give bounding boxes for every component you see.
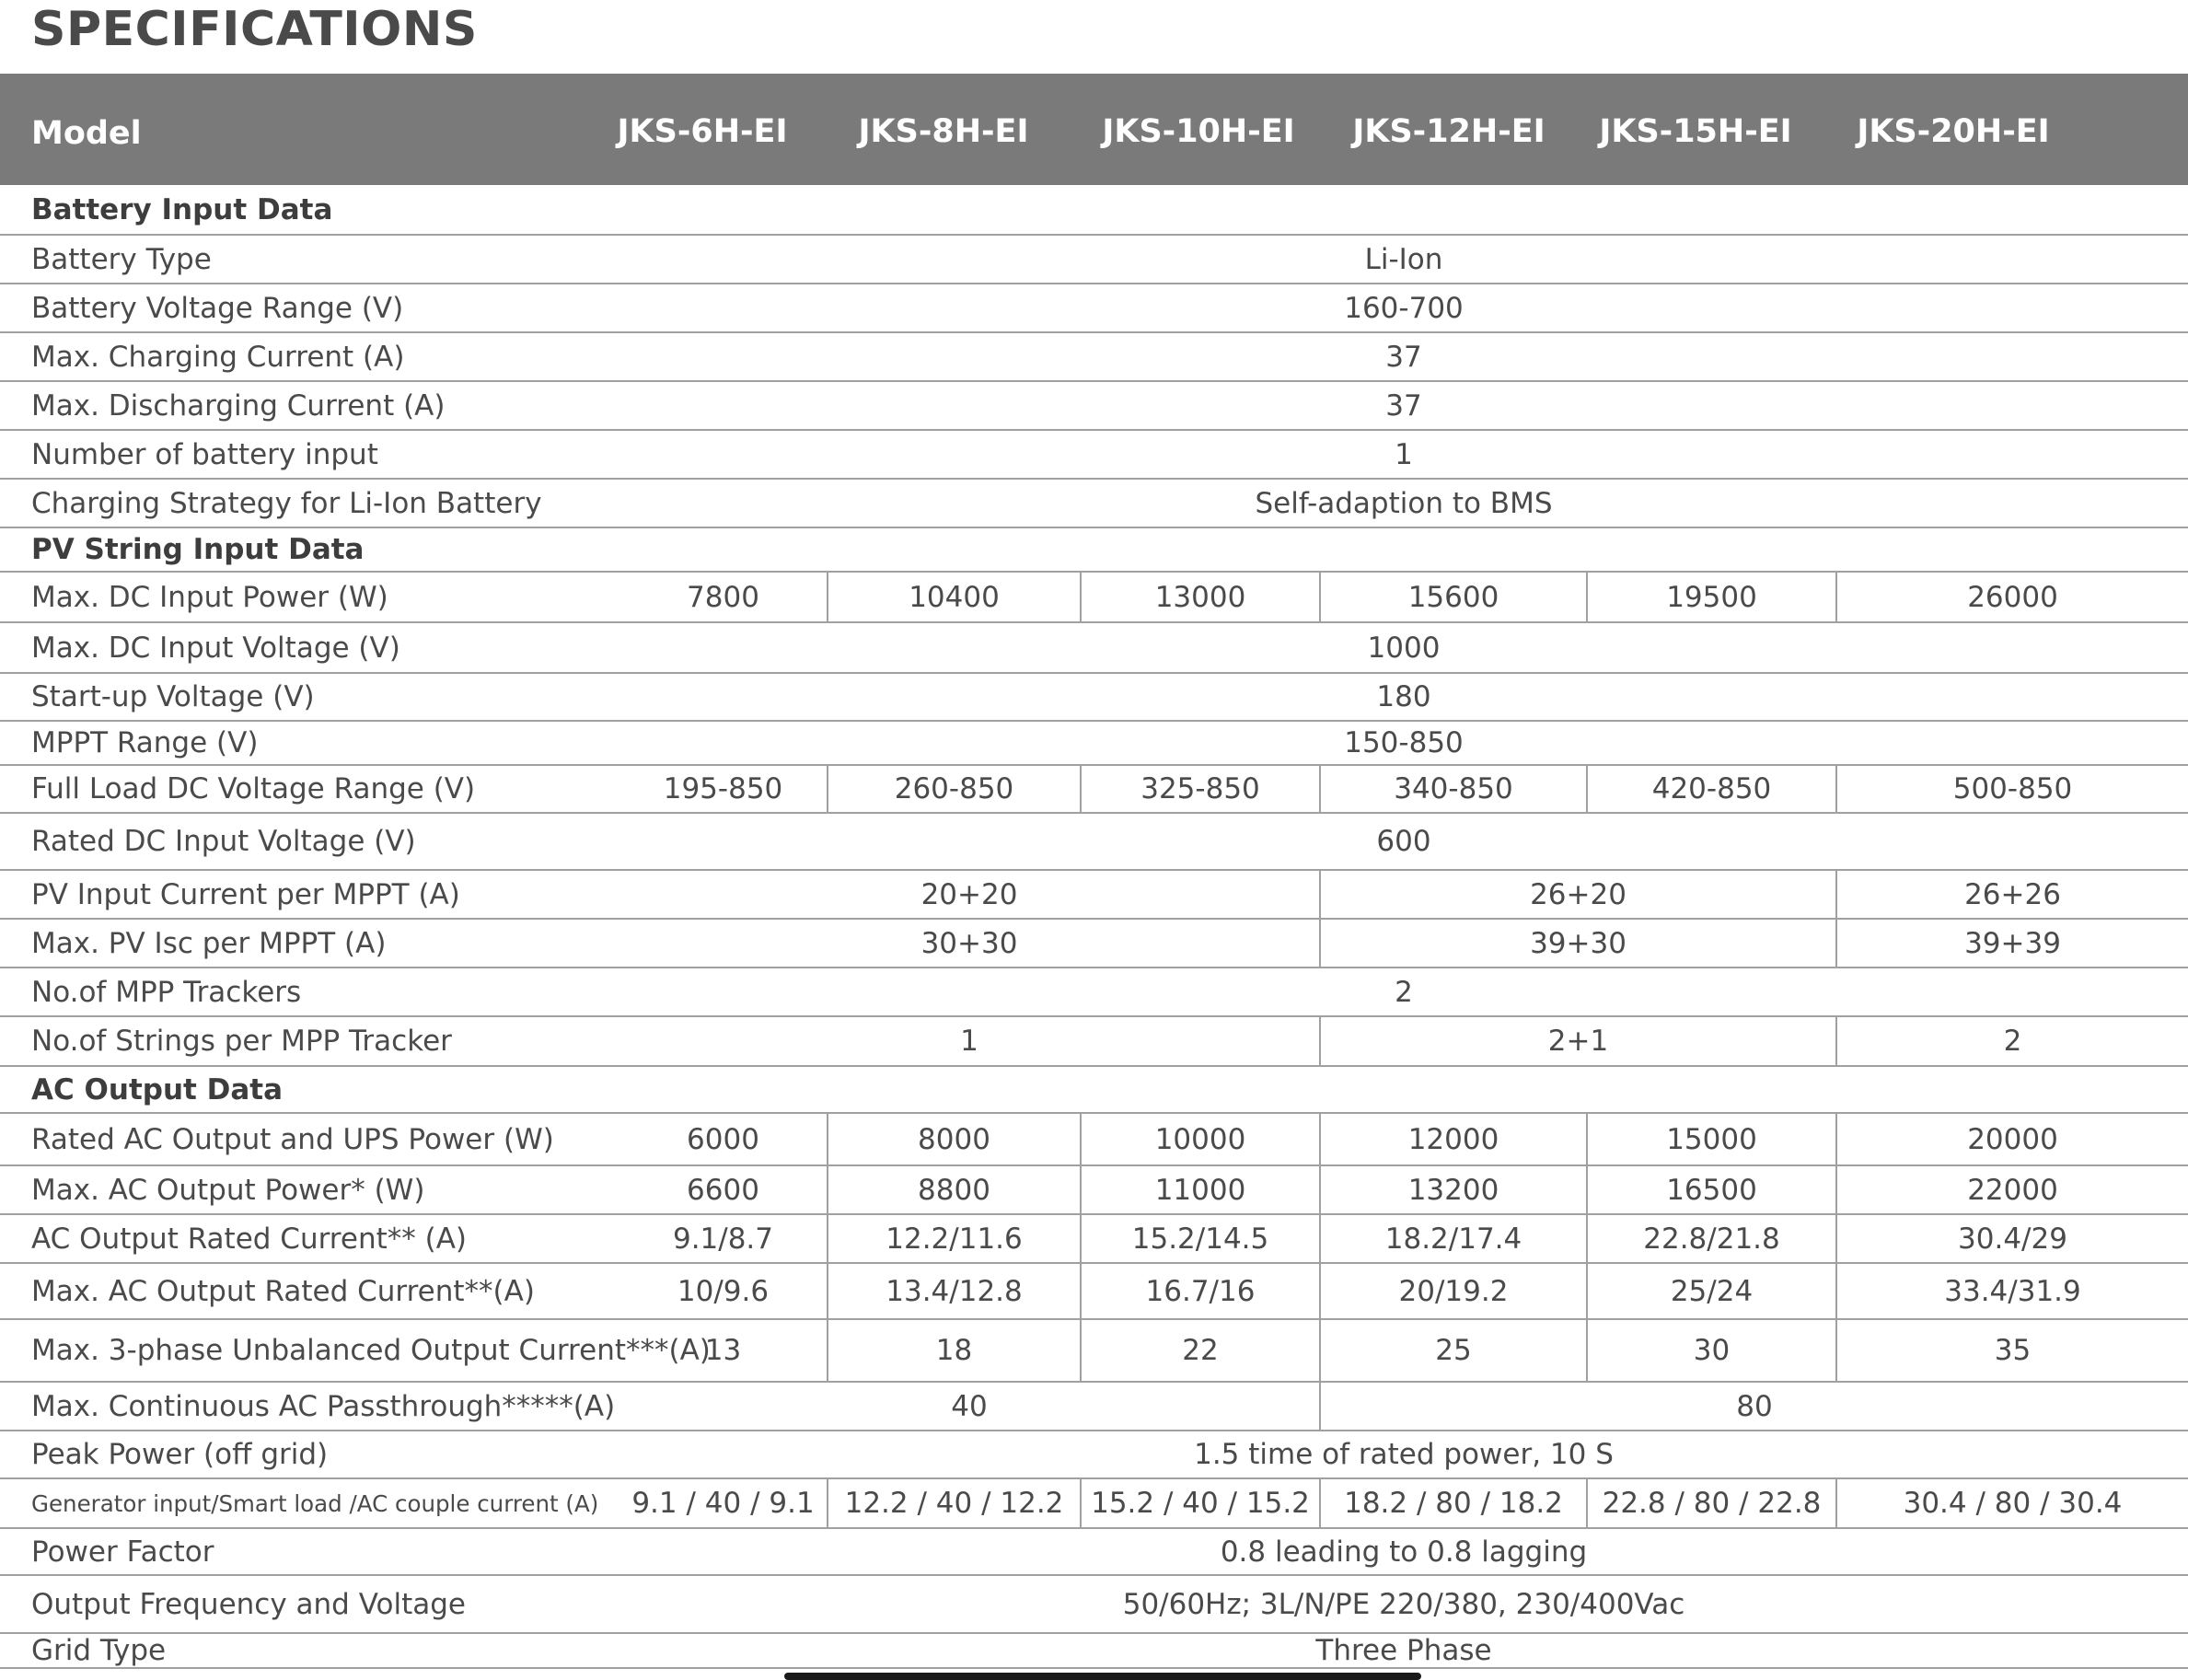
row-label: Grid Type bbox=[31, 1634, 167, 1667]
value-cell: 9.1/8.7 bbox=[672, 1222, 774, 1256]
value-cell: 7800 bbox=[687, 580, 759, 614]
row-label: Peak Power (off grid) bbox=[31, 1438, 329, 1471]
table-row bbox=[0, 1529, 2188, 1576]
table-row bbox=[0, 1017, 2188, 1067]
row-label: MPPT Range (V) bbox=[31, 726, 259, 759]
row-label: Max. DC Input Voltage (V) bbox=[31, 631, 400, 665]
value-cell: 30.4/29 bbox=[1835, 1215, 2188, 1262]
row-label: Rated AC Output and UPS Power (W) bbox=[31, 1122, 554, 1156]
value-cell: 340-850 bbox=[1319, 766, 1586, 812]
value-cell: 260-850 bbox=[827, 766, 1080, 812]
value-cell: 22.8/21.8 bbox=[1586, 1215, 1835, 1262]
value-cell: 10/9.6 bbox=[677, 1274, 770, 1308]
row-label: No.of MPP Trackers bbox=[31, 975, 302, 1009]
value-cell: 35 bbox=[1835, 1320, 2188, 1381]
row-label: Full Load DC Voltage Range (V) bbox=[31, 772, 476, 805]
table-row bbox=[0, 236, 2188, 284]
model-header-cell: JKS-10H-EI bbox=[1102, 113, 1295, 150]
model-column-label: Model bbox=[31, 115, 142, 152]
value-cell: 33.4/31.9 bbox=[1835, 1264, 2188, 1318]
value-cell: 12.2 / 40 / 12.2 bbox=[827, 1479, 1080, 1527]
value-cell: 2 bbox=[1395, 975, 1413, 1009]
model-header-cell: JKS-20H-EI bbox=[1857, 113, 2050, 150]
value-cell: 1.5 time of rated power, 10 S bbox=[1194, 1438, 1614, 1471]
model-header-cell: JKS-12H-EI bbox=[1352, 113, 1545, 150]
value-cell: Three Phase bbox=[1315, 1634, 1492, 1667]
table-row bbox=[0, 1576, 2188, 1634]
value-cell: 600 bbox=[1376, 825, 1431, 858]
row-label: Max. AC Output Power* (W) bbox=[31, 1173, 425, 1207]
table-row bbox=[0, 814, 2188, 871]
value-cell: 22.8 / 80 / 22.8 bbox=[1586, 1479, 1835, 1527]
section-row bbox=[0, 185, 2188, 236]
value-cell: 8000 bbox=[827, 1114, 1080, 1164]
value-cell: 160-700 bbox=[1344, 291, 1464, 325]
value-cell: 13.4/12.8 bbox=[827, 1264, 1080, 1318]
value-cell: Self-adaption to BMS bbox=[1255, 486, 1553, 520]
table-row bbox=[0, 1166, 2188, 1215]
value-cell: 12000 bbox=[1319, 1114, 1586, 1164]
table-row bbox=[0, 1320, 2188, 1383]
value-cell: 8800 bbox=[827, 1166, 1080, 1213]
row-label: Max. PV Isc per MPPT (A) bbox=[31, 926, 387, 960]
value-cell: 9.1 / 40 / 9.1 bbox=[631, 1487, 815, 1520]
value-cell: Li-Ion bbox=[1364, 242, 1443, 276]
table-row bbox=[0, 1479, 2188, 1529]
row-label: Battery Type bbox=[31, 242, 212, 276]
value-cell: 13000 bbox=[1080, 573, 1319, 621]
table-row bbox=[0, 968, 2188, 1017]
model-header-cell: JKS-15H-EI bbox=[1599, 113, 1792, 150]
row-label: Power Factor bbox=[31, 1535, 214, 1569]
value-cell: 195-850 bbox=[663, 772, 783, 805]
value-cell: 20000 bbox=[1835, 1114, 2188, 1164]
value-cell: 25 bbox=[1319, 1320, 1586, 1381]
value-cell: 180 bbox=[1376, 680, 1431, 713]
row-label: Number of battery input bbox=[31, 437, 378, 471]
table-row bbox=[0, 766, 2188, 814]
value-cell: 325-850 bbox=[1080, 766, 1319, 812]
table-row bbox=[0, 920, 2188, 968]
row-label: Start-up Voltage (V) bbox=[31, 680, 315, 713]
table-row bbox=[0, 284, 2188, 333]
value-cell: 18.2 / 80 / 18.2 bbox=[1319, 1479, 1586, 1527]
value-cell: 15.2 / 40 / 15.2 bbox=[1080, 1479, 1319, 1527]
section-title: PV String Input Data bbox=[31, 533, 365, 566]
model-header-cell: JKS-8H-EI bbox=[858, 113, 1029, 150]
value-cell: 39+30 bbox=[1319, 920, 1835, 967]
value-cell: 26+26 bbox=[1835, 871, 2188, 918]
row-label: Max. AC Output Rated Current**(A) bbox=[31, 1274, 535, 1308]
value-cell: 20/19.2 bbox=[1319, 1264, 1586, 1318]
table-row bbox=[0, 333, 2188, 382]
value-cell: 22 bbox=[1080, 1320, 1319, 1381]
value-cell: 1000 bbox=[1367, 631, 1441, 665]
row-label: Battery Voltage Range (V) bbox=[31, 291, 404, 325]
value-cell: 26000 bbox=[1835, 573, 2188, 621]
value-cell: 10400 bbox=[827, 573, 1080, 621]
table-header bbox=[0, 74, 2188, 185]
table-row bbox=[0, 1215, 2188, 1264]
table-row bbox=[0, 1383, 2188, 1431]
page-title: SPECIFICATIONS bbox=[31, 2, 478, 57]
row-label: No.of Strings per MPP Tracker bbox=[31, 1025, 452, 1058]
value-cell: 16500 bbox=[1586, 1166, 1835, 1213]
table-row bbox=[0, 1114, 2188, 1166]
value-cell: 420-850 bbox=[1586, 766, 1835, 812]
value-cell: 15600 bbox=[1319, 573, 1586, 621]
value-cell: 1 bbox=[1395, 437, 1413, 471]
table-row bbox=[0, 722, 2188, 766]
row-label: AC Output Rated Current** (A) bbox=[31, 1222, 467, 1256]
value-cell: 18 bbox=[827, 1320, 1080, 1381]
table-row bbox=[0, 623, 2188, 674]
value-cell: 30 bbox=[1586, 1320, 1835, 1381]
value-cell: 150-850 bbox=[1344, 726, 1464, 759]
value-cell: 40 bbox=[951, 1389, 988, 1423]
value-cell: 18.2/17.4 bbox=[1319, 1215, 1586, 1262]
value-cell: 6000 bbox=[687, 1122, 759, 1156]
value-cell: 50/60Hz; 3L/N/PE 220/380, 230/400Vac bbox=[1122, 1587, 1685, 1621]
value-cell: 15000 bbox=[1586, 1114, 1835, 1164]
value-cell: 30+30 bbox=[920, 926, 1018, 960]
row-label: Rated DC Input Voltage (V) bbox=[31, 825, 416, 858]
value-cell: 30.4 / 80 / 30.4 bbox=[1835, 1479, 2188, 1527]
value-cell: 19500 bbox=[1586, 573, 1835, 621]
value-cell: 2+1 bbox=[1319, 1017, 1835, 1065]
row-label: Max. DC Input Power (W) bbox=[31, 580, 388, 614]
row-label: Max. Discharging Current (A) bbox=[31, 388, 446, 423]
value-cell: 10000 bbox=[1080, 1114, 1319, 1164]
row-label: Charging Strategy for Li-Ion Battery bbox=[31, 486, 542, 520]
value-cell: 37 bbox=[1385, 340, 1422, 374]
model-header-cell: JKS-6H-EI bbox=[617, 113, 788, 150]
table-row bbox=[0, 674, 2188, 722]
value-cell: 80 bbox=[1319, 1383, 2188, 1430]
value-cell: 13200 bbox=[1319, 1166, 1586, 1213]
value-cell: 0.8 leading to 0.8 lagging bbox=[1220, 1535, 1588, 1569]
row-label: PV Input Current per MPPT (A) bbox=[31, 877, 460, 911]
table-row bbox=[0, 382, 2188, 431]
table-row bbox=[0, 1634, 2188, 1669]
row-label: Max. Charging Current (A) bbox=[31, 340, 405, 374]
section-row bbox=[0, 1067, 2188, 1114]
table-row bbox=[0, 871, 2188, 920]
table-row bbox=[0, 573, 2188, 623]
value-cell: 22000 bbox=[1835, 1166, 2188, 1213]
value-cell: 2 bbox=[1835, 1017, 2188, 1065]
table-row bbox=[0, 1431, 2188, 1479]
section-row bbox=[0, 528, 2188, 573]
table-row bbox=[0, 480, 2188, 528]
value-cell: 37 bbox=[1385, 388, 1422, 423]
row-label: Output Frequency and Voltage bbox=[31, 1587, 466, 1621]
value-cell: 39+39 bbox=[1835, 920, 2188, 967]
value-cell: 500-850 bbox=[1835, 766, 2188, 812]
value-cell: 11000 bbox=[1080, 1166, 1319, 1213]
value-cell: 20+20 bbox=[920, 877, 1018, 911]
value-cell: 25/24 bbox=[1586, 1264, 1835, 1318]
value-cell: 1 bbox=[960, 1025, 978, 1058]
row-label: Max. 3-phase Unbalanced Output Current***(A) bbox=[31, 1334, 711, 1367]
row-label: Generator input/Smart load /AC couple current (A) bbox=[31, 1489, 599, 1517]
value-cell: 6600 bbox=[687, 1173, 759, 1207]
scrollbar[interactable] bbox=[784, 1673, 1421, 1680]
table-row bbox=[0, 431, 2188, 480]
value-cell: 13 bbox=[704, 1334, 742, 1367]
row-label: Max. Continuous AC Passthrough*****(A) bbox=[31, 1389, 616, 1423]
table-row bbox=[0, 1264, 2188, 1320]
section-title: Battery Input Data bbox=[31, 192, 333, 226]
value-cell: 15.2/14.5 bbox=[1080, 1215, 1319, 1262]
value-cell: 12.2/11.6 bbox=[827, 1215, 1080, 1262]
value-cell: 16.7/16 bbox=[1080, 1264, 1319, 1318]
value-cell: 26+20 bbox=[1319, 871, 1835, 918]
section-title: AC Output Data bbox=[31, 1072, 284, 1106]
